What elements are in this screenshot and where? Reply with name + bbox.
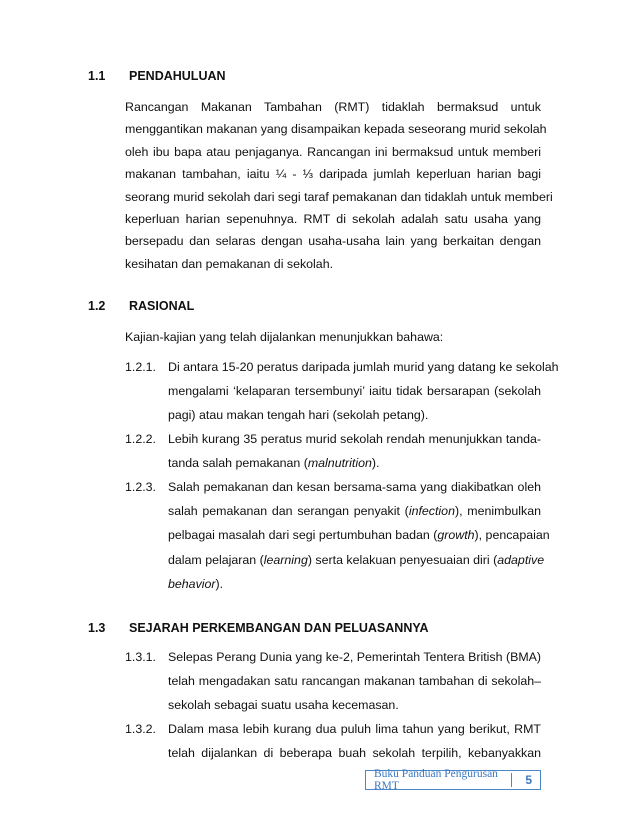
item-number: 1.2.2. xyxy=(125,432,157,446)
page-footer xyxy=(365,770,541,790)
item-line: pelbagai masalah dari segi pertumbuhan badan (growth), pencapaian xyxy=(168,528,550,543)
section-title: SEJARAH PERKEMBANGAN DAN PELUASANNYA xyxy=(129,621,429,635)
paragraph-line: menggantikan makanan yang disampaikan kepada seseorang murid sekolah xyxy=(125,122,547,137)
paragraph-line: Rancangan Makanan Tambahan (RMT) tidaklah bermaksud untuk xyxy=(125,100,541,114)
section-number: 1.3 xyxy=(88,621,106,635)
item-number: 1.2.1. xyxy=(125,360,157,374)
item-line: Dalam masa lebih kurang dua puluh lima tahun yang berikut, RMT xyxy=(168,722,541,736)
list-item xyxy=(168,427,541,475)
item-number: 1.2.3. xyxy=(125,480,157,494)
list-item xyxy=(168,717,541,765)
section-number: 1.1 xyxy=(88,69,106,83)
list-item xyxy=(168,645,541,718)
paragraph-line: makanan tambahan, iaitu ¼ - ⅓ daripada jumlah keperluan harian bagi xyxy=(125,167,541,182)
item-number: 1.3.1. xyxy=(125,650,157,664)
item-line: Di antara 15-20 peratus daripada jumlah murid yang datang ke sekolah xyxy=(168,360,559,374)
item-line: tanda salah pemakanan (malnutrition). xyxy=(168,456,380,471)
paragraph-line: seorang murid sekolah dari segi taraf pemakanan dan tidaklah untuk memberi xyxy=(125,189,553,204)
footer-divider xyxy=(511,773,512,787)
item-line: pagi) atau makan tengah hari (sekolah petang). xyxy=(168,408,429,423)
list-item xyxy=(168,475,550,596)
item-line: salah pemakanan dan serangan penyakit (infection), menimbulkan xyxy=(168,504,541,519)
item-line: Salah pemakanan dan kesan bersama-sama yang diakibatkan oleh xyxy=(168,480,541,494)
paragraph-line: keperluan harian sepenuhnya. RMT di sekolah adalah satu usaha yang xyxy=(125,211,541,226)
section-title: RASIONAL xyxy=(129,299,195,313)
item-line: sekolah sebagai suatu usaha kecemasan. xyxy=(168,698,399,713)
paragraph-line: bersepadu dan selaras dengan usaha-usaha lain yang berkaitan dengan xyxy=(125,234,541,249)
item-number: 1.3.2. xyxy=(125,722,157,736)
section-intro: Kajian-kajian yang telah dijalankan menunjukkan bahawa: xyxy=(125,330,444,344)
item-line: dalam pelajaran (learning) serta kelakuan penyesuaian diri (adaptive xyxy=(168,552,545,567)
paragraph-line: kesihatan dan pemakanan di sekolah. xyxy=(125,256,334,271)
footer-title: Buku Panduan Pengurusan RMT xyxy=(374,768,498,792)
item-line: Lebih kurang 35 peratus murid sekolah rendah menunjukkan tanda- xyxy=(168,432,541,446)
item-line: telah mengadakan satu rancangan makanan tambahan di sekolah– xyxy=(168,674,541,689)
section-number: 1.2 xyxy=(88,299,106,313)
section-paragraph xyxy=(125,96,553,275)
paragraph-line: oleh ibu bapa atau penjaganya. Rancangan ini bermaksud untuk memberi xyxy=(125,144,541,159)
item-line: behavior). xyxy=(168,576,224,591)
item-line: mengalami ‘kelaparan tersembunyi’ iaitu tidak bersarapan (sekolah xyxy=(168,384,541,399)
page-number: 5 xyxy=(525,773,532,787)
section-title: PENDAHULUAN xyxy=(129,69,226,83)
item-line: telah dijalankan di beberapa buah sekolah terpilih, kebanyakkan xyxy=(168,746,541,761)
item-line: Selepas Perang Dunia yang ke-2, Pemerintah Tentera British (BMA) xyxy=(168,650,542,664)
list-item xyxy=(168,355,559,428)
